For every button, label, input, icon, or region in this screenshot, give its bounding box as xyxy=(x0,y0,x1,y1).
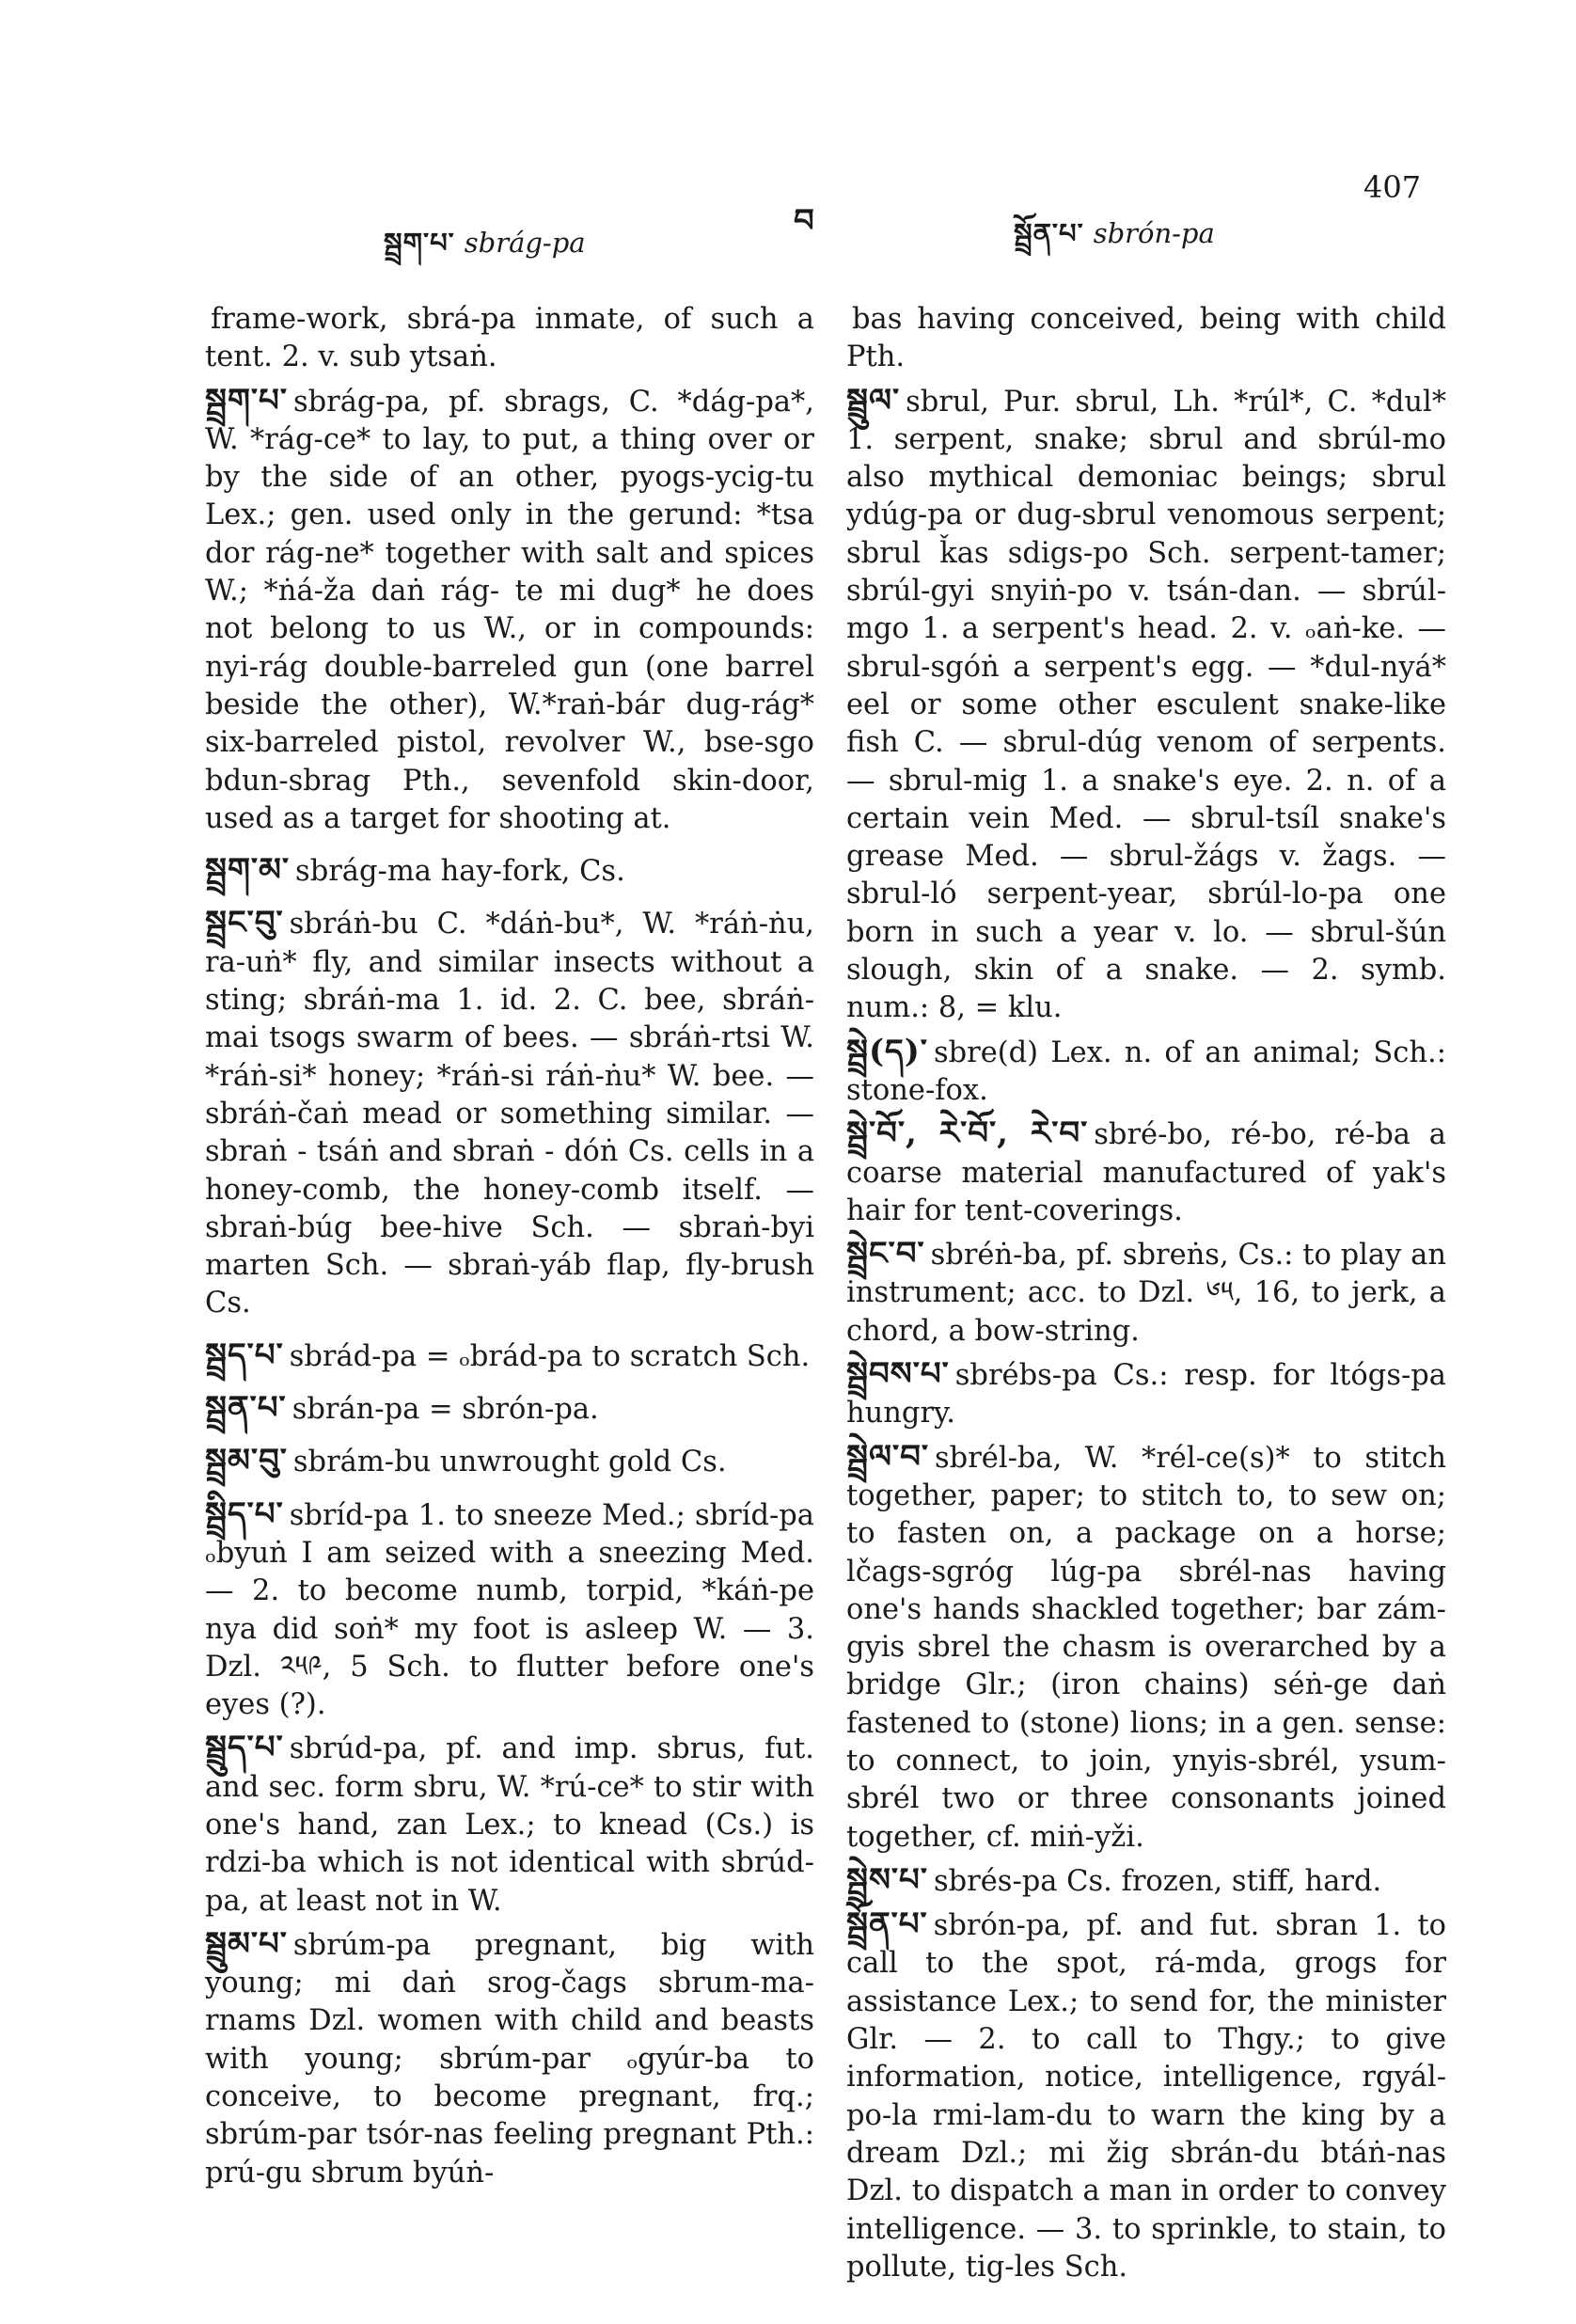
dictionary-entry xyxy=(846,382,1446,1028)
dictionary-entry xyxy=(846,1905,1446,2286)
entry-text: sbrád-pa = ₒbrád-pa to scratch Sch. xyxy=(289,1339,811,1373)
entry-tibetan-headword: སྦྲིད་པ་ xyxy=(205,1494,284,1533)
running-head-right-headword: sbrón-pa xyxy=(1093,217,1215,249)
entry-tibetan-headword: སྦྲེལ་བ་ xyxy=(846,1437,930,1476)
entry-tibetan-headword: སྦྲེབས་པ་ xyxy=(846,1355,950,1394)
entry-tibetan-headword: སྦྲག་མ་ xyxy=(205,851,291,890)
entry-tibetan-headword: སྦྲེས་པ་ xyxy=(846,1860,928,1899)
entry-text: sbré-bo, ré-bo, ré-ba a coarse material manufactured of yak's hair for tent-coverings. xyxy=(846,1118,1446,1227)
entry-text: sbrám-bu unwrought gold Cs. xyxy=(292,1446,727,1479)
entry-text: sbrés-pa Cs. frozen, stiff, hard. xyxy=(933,1864,1382,1898)
dictionary-entry xyxy=(205,1389,814,1429)
entry-tibetan-headword: སྦྲད་པ་ xyxy=(205,1336,284,1374)
entry-text: sbrúd-pa, pf. and imp. sbrus, fut. and sec. form sbru, W. *rú-ce* to stir with one's hand, zan Lex.; to knead (Cs.) is rdzi-ba which is not identical with sbrúd-pa, at least not in W. xyxy=(205,1732,814,1918)
dictionary-entry xyxy=(846,1861,1446,1901)
dictionary-entry xyxy=(205,382,814,839)
section-letter: བ xyxy=(794,202,814,240)
dictionary-entry xyxy=(205,851,814,891)
dictionary-entry xyxy=(205,904,814,1322)
entry-tibetan-headword: སྦྲམ་བུ་ xyxy=(205,1442,288,1480)
entry-text: sbrul, Pur. sbrul, Lh. *rúl*, C. *dul* 1. serpent, snake; sbrul and sbrúl-mo also mythical demoniac beings; sbrul ydúg-pa or dug-sbrul venomous serpent; sbrul ǩas sdigs-po Sch. serpent-tamer; sbrúl-gyi snyiṅ-po v. tsán-dan. — sbrúl-mgo 1. a serpent's head. 2. v. ₒaṅ-ke. — sbrul-sgóṅ a serpent's egg. — *dul-nyá* eel or some other esculent snake-like fish C. — sbrul-dúg venom of serpents. — sbrul-mig 1. a snake's eye. 2. n. of a certain vein Med. — sbrul-tsíl snake's grease Med. — sbrul-žágs v. žags. — sbrul-ló serpent-year, sbrúl-lo-pa one born in such a year v. lo. — sbrul-šún slough, skin of a snake. — 2. symb. num.: 8, = klu. xyxy=(846,385,1446,1025)
entry-tibetan-headword: སྦྲོན་པ་ xyxy=(846,1905,928,1944)
dictionary-entry xyxy=(205,1442,814,1481)
entry-tibetan-headword: སྦྲང་བུ་ xyxy=(205,904,284,942)
entry-text: sbráṅ-bu C. *dáṅ-bu*, W. *ráṅ-ṅu, ra-uṅ* fly, and similar insects without a sting; sbráṅ-ma 1. id. 2. C. bee, sbráṅ-mai tsogs swarm of bees. — sbráṅ-rtsi W. *ráṅ-si* honey; *ráṅ-si ráṅ-ṅu* W. bee. — sbráṅ-čaṅ mead or something similar. — sbraṅ - tsáṅ and sbraṅ - dóṅ Cs. cells in a honey-comb, the honey-comb itself. — sbraṅ-búg bee-hive Sch. — sbraṅ-byi marten Sch. — sbraṅ-yáb flap, fly-brush Cs. xyxy=(205,908,814,1320)
dictionary-entry xyxy=(205,1336,814,1376)
entry-tibetan-headword: སྦྲག་པ་ xyxy=(205,381,288,419)
dictionary-entry xyxy=(205,1729,814,1920)
entry-text: sbrán-pa = sbrón-pa. xyxy=(292,1393,599,1427)
right-column xyxy=(846,299,1446,2291)
dictionary-entry xyxy=(846,1438,1446,1857)
running-head-left xyxy=(384,213,586,290)
dictionary-entry xyxy=(846,1033,1446,1111)
entry-text: sbrúm-pa pregnant, big with young; mi daṅ srog-čags sbrum-ma-rnams Dzl. women with child and beasts with young; sbrúm-par ₒgyúr-ba to conceive, to become pregnant, frq.; sbrúm-par tsór-nas feeling pregnant Pth.: prú-gu sbrum byúṅ- xyxy=(205,1928,814,2190)
running-head-right xyxy=(1014,203,1215,280)
dictionary-entry xyxy=(205,1495,814,1725)
entry-text: sbrón-pa, pf. and fut. sbran 1. to call to the spot, rá-mda, grogs for assistance Lex.; to send for, the minister Glr. — 2. to call to Thgy.; to give information, notice, intelligence, rgyál-po-la rmi-lam-du to warn the king by a dream Dzl.; mi žig sbrán-du btáṅ-nas Dzl. to dispatch a man in order to convey intelligence. — 3. to sprinkle, to stain, to pollute, tig-les Sch. xyxy=(846,1909,1446,2284)
running-head-left-tibetan: སྦྲག་པ་ xyxy=(384,227,455,259)
entry-text: frame-work, sbrá-pa inmate, of such a tent. 2. v. sub ytsaṅ. xyxy=(205,303,814,374)
entry-tibetan-headword: སྦྲན་པ་ xyxy=(205,1389,287,1428)
entry-tibetan-headword: སྦྲེ་བོ་, རེ་བོ་, རེ་བ་ xyxy=(846,1115,1089,1153)
running-head-left-headword: sbrág-pa xyxy=(464,227,586,259)
dictionary-entry xyxy=(846,1235,1446,1351)
dictionary-entry xyxy=(846,1115,1446,1230)
running-head-right-tibetan: སྦྲོན་པ་ xyxy=(1014,217,1084,249)
entry-tibetan-headword: སྦྲུལ་ xyxy=(846,381,901,419)
entry-text: sbrág-ma hay-fork, Cs. xyxy=(295,855,625,889)
entry-text: sbríd-pa 1. to sneeze Med.; sbríd-pa ₒbyuṅ I am seized with a sneezing Med. — 2. to become numb, torpid, *káṅ-pe nya did soṅ* my foot is asleep W. — 3. Dzl. ༢༥༩, 5 Sch. to flutter before one's eyes (?). xyxy=(205,1498,814,1722)
entry-tibetan-headword: སྦྲུམ་པ་ xyxy=(205,1924,288,1963)
dictionary-entry xyxy=(846,1355,1446,1433)
left-column xyxy=(205,299,814,2197)
entry-text: bas having conceived, being with child Pth. xyxy=(846,303,1446,374)
entry-text: sbrél-ba, W. *rél-ce(s)* to stitch together, paper; to stitch to, to sew on; to fasten on, a package on a horse; lčags-sgróg lúg-pa sbrél-nas having one's hands shackled together; bar zám-gyis sbrel the chasm is overarched by a bridge Glr.; (iron chains) séṅ-ge daṅ fastened to (stone) lions; in a gen. sense: to connect, to join, ynyis-sbrél, ysum-sbrél two or three consonants joined together, cf. miṅ-yži. xyxy=(846,1441,1446,1854)
page-number: 407 xyxy=(1363,169,1422,205)
entry-text: sbrág-pa, pf. sbrags, C. *dág-pa*, W. *rág-ce* to lay, to put, a thing over or by the side of an other, pyogs-ycig-tu Lex.; gen. used only in the gerund: *tsa dor rág-ne* together with salt and spices W.; *ṅá-ža daṅ rág- te mi dug* he does not belong to us W., or in compounds: nyi-rág double-barreled gun (one barrel beside the other), W.*raṅ-bár dug-rág* six-barreled pistol, revolver W., bse-sgo bdun-sbrag Pth., sevenfold skin-door, used as a target for shooting at. xyxy=(205,385,814,835)
entry-tibetan-headword: སྦྲུད་པ་ xyxy=(205,1729,284,1767)
entry-text: sbre(d) Lex. n. of an animal; Sch.: stone-fox. xyxy=(846,1036,1446,1107)
dictionary-entry xyxy=(205,1925,814,2192)
entry-text: sbréṅ-ba, pf. sbreṅs, Cs.: to play an instrument; acc. to Dzl. ༦༥, 16, to jerk, a chord, a bow-string. xyxy=(846,1239,1446,1348)
entry-tibetan-headword: སྦྲེང་བ་ xyxy=(846,1235,925,1273)
entry-tibetan-headword: སྦྲེ(ད)་ xyxy=(846,1032,928,1070)
dictionary-entry xyxy=(205,299,814,377)
dictionary-entry xyxy=(846,299,1446,377)
entry-text: sbrébs-pa Cs.: resp. for ltógs-pa hungry. xyxy=(846,1359,1446,1431)
